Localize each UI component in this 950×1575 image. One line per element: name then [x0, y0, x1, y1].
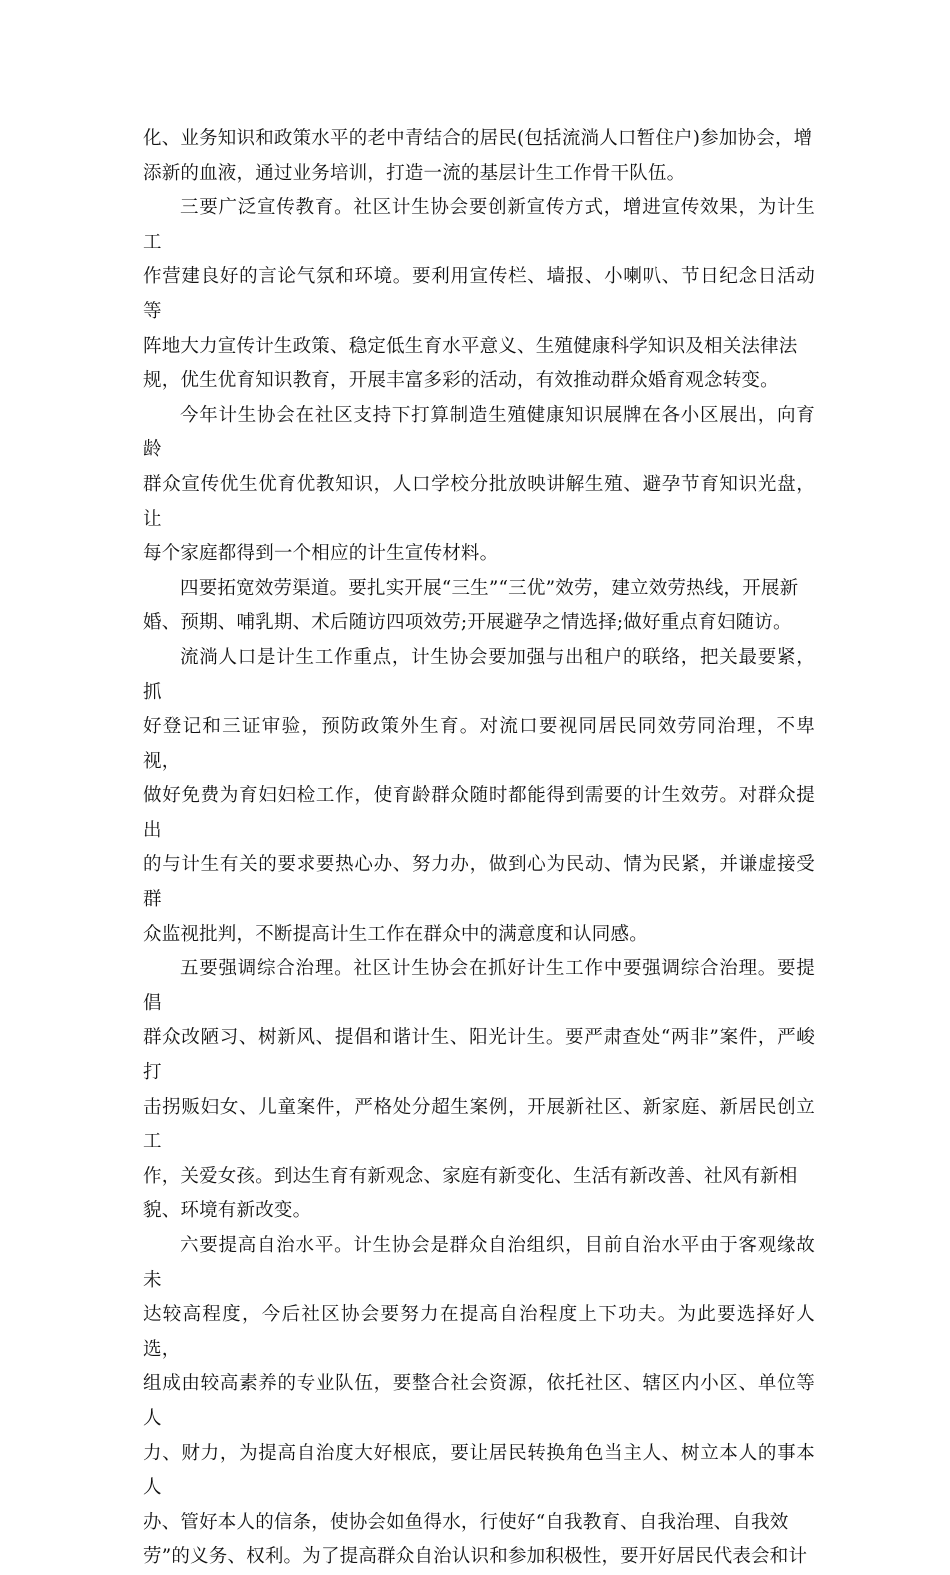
text-line: 流淌人口是计生工作重点，计生协会要加强与出租户的联络，把关最要紧，抓 — [143, 646, 815, 703]
text-line: 三要广泛宣传教育。社区计生协会要创新宣传方式，增进宣传效果，为计生工 — [143, 197, 815, 253]
paragraph-4 — [143, 572, 815, 641]
text-line: 添新的血液，通过业务培训，打造一流的基层计生工作骨干队伍。 — [143, 162, 686, 184]
text-line: 貌、环境有新改变。 — [143, 1200, 312, 1222]
text-line: 办、管好本人的信条，使协会如鱼得水，行使好“自我教育、自我治理、自我效 — [143, 1511, 789, 1533]
text-line: 力、财力，为提高自治度大好根底，要让居民转换角色当主人、树立本人的事本人 — [143, 1442, 815, 1499]
text-line: 规，优生优育知识教育，开展丰富多彩的活动，有效推动群众婚育观念转变。 — [143, 370, 779, 392]
text-line: 作营建良好的言论气氛和环境。要利用宣传栏、墙报、小喇叭、节日纪念日活动等 — [143, 266, 815, 322]
text-line: 今年计生协会在社区支持下打算制造生殖健康知识展牌在各小区展出，向育龄 — [143, 404, 815, 461]
text-line: 群众改陋习、树新风、提倡和谐计生、阳光计生。要严肃查处“两非”案件，严峻打 — [143, 1027, 815, 1084]
text-line: 的与计生有关的要求要热心办、努力办，做到心为民动、情为民紧，并谦虚接受群 — [143, 854, 815, 911]
text-line: 婚、预期、哺乳期、术后随访四项效劳;开展避孕之情选择;做好重点育妇随访。 — [143, 612, 792, 634]
paragraph-6 — [143, 952, 815, 1229]
text-line: 六要提高自治水平。计生协会是群众自治组织，目前自治水平由于客观缘故未 — [143, 1235, 815, 1291]
text-line: 众监视批判，不断提高计生工作在群众中的满意度和认同感。 — [143, 923, 648, 945]
paragraph-3 — [143, 399, 815, 572]
text-line: 四要拓宽效劳渠道。要扎实开展“三生”“三优”效劳，建立效劳热线，开展新 — [180, 577, 799, 599]
text-line: 五要强调综合治理。社区计生协会在抓好计生工作中要强调综合治理。要提倡 — [143, 958, 815, 1014]
document-body — [143, 122, 815, 1575]
paragraph-7 — [143, 1229, 815, 1575]
text-line: 群众宣传优生优育优教知识，人口学校分批放映讲解生殖、避孕节育知识光盘，让 — [143, 473, 815, 530]
text-line: 每个家庭都得到一个相应的计生宣传材料。 — [143, 543, 499, 565]
text-line: 阵地大力宣传计生政策、稳定低生育水平意义、生殖健康科学知识及相关法律法 — [143, 335, 798, 357]
text-line: 达较高程度，今后社区协会要努力在提高自治程度上下功夫。为此要选择好人选， — [143, 1304, 815, 1360]
text-line: 化、业务知识和政策水平的老中青结合的居民(包括流淌人口暂住户)参加协会，增 — [143, 128, 813, 149]
text-line: 做好免费为育妇妇检工作，使育龄群众随时都能得到需要的计生效劳。对群众提出 — [143, 785, 815, 841]
paragraph-1 — [143, 122, 815, 191]
text-line: 作，关爱女孩。到达生育有新观念、家庭有新变化、生活有新改善、社风有新相 — [143, 1165, 798, 1187]
paragraph-5 — [143, 641, 815, 952]
text-line: 击拐贩妇女、儿童案件，严格处分超生案例，开展新社区、新家庭、新居民创立工 — [143, 1096, 815, 1153]
text-line: 劳”的义务、权利。为了提高群众自治认识和参加积极性，要开好居民代表会和计 — [143, 1546, 808, 1568]
text-line: 好登记和三证审验，预防政策外生育。对流口要视同居民同效劳同治理，不卑视， — [143, 716, 815, 772]
text-line: 组成由较高素养的专业队伍，要整合社会资源，依托社区、辖区内小区、单位等人 — [143, 1373, 815, 1429]
paragraph-2 — [143, 191, 815, 399]
